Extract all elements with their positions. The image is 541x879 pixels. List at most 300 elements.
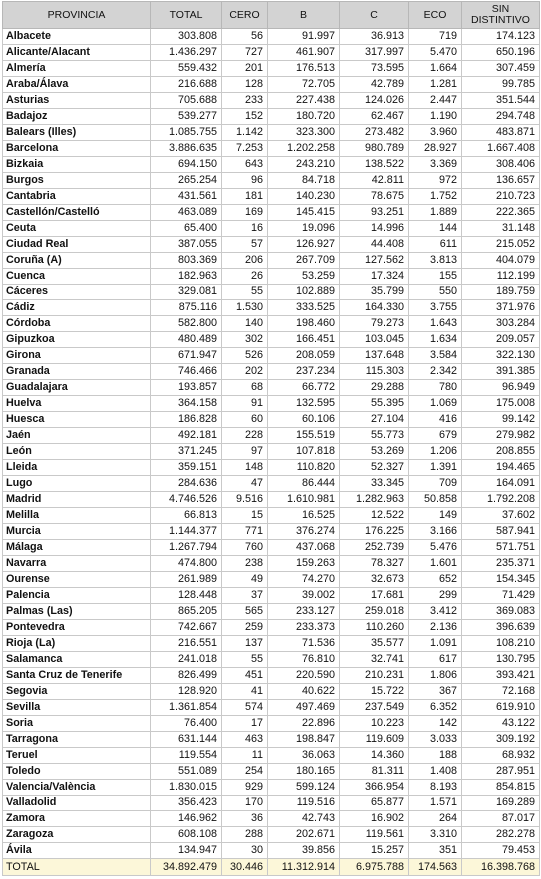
cell-c: 273.482 xyxy=(340,124,409,140)
cell-eco: 550 xyxy=(409,284,462,300)
cell-total: 128.448 xyxy=(151,587,222,603)
cell-c: 259.018 xyxy=(340,603,409,619)
cell-cero: 238 xyxy=(222,555,268,571)
cell-cero: 9.516 xyxy=(222,492,268,508)
cell-c: 164.330 xyxy=(340,300,409,316)
cell-c: 36.913 xyxy=(340,29,409,45)
table-row xyxy=(3,92,540,108)
cell-total: 1.267.794 xyxy=(151,540,222,556)
cell-cero: 55 xyxy=(222,651,268,667)
cell-b: 19.096 xyxy=(268,220,340,236)
cell-c: 138.522 xyxy=(340,156,409,172)
table-row xyxy=(3,220,540,236)
cell-sin-distintivo: 31.148 xyxy=(462,220,540,236)
cell-total: 4.746.526 xyxy=(151,492,222,508)
cell-sin-distintivo: 351.544 xyxy=(462,92,540,108)
cell-sin-distintivo: 393.421 xyxy=(462,667,540,683)
table-row xyxy=(3,763,540,779)
cell-eco: 1.206 xyxy=(409,444,462,460)
table-row xyxy=(3,619,540,635)
cell-provincia: Sevilla xyxy=(3,699,151,715)
cell-eco: 264 xyxy=(409,811,462,827)
table-row xyxy=(3,779,540,795)
cell-provincia: Araba/Álava xyxy=(3,76,151,92)
cell-b: 1.202.258 xyxy=(268,140,340,156)
cell-cero: 463 xyxy=(222,731,268,747)
header-sin-distintivo: SIN DISTINTIVO xyxy=(462,2,540,29)
cell-b: 102.889 xyxy=(268,284,340,300)
cell-b: 126.927 xyxy=(268,236,340,252)
cell-provincia: Ciudad Real xyxy=(3,236,151,252)
cell-sin-distintivo: 222.365 xyxy=(462,204,540,220)
table-row xyxy=(3,524,540,540)
cell-cero: 49 xyxy=(222,571,268,587)
cell-eco: 5.470 xyxy=(409,44,462,60)
cell-provincia: Castellón/Castelló xyxy=(3,204,151,220)
cell-total: 671.947 xyxy=(151,348,222,364)
cell-total: 284.636 xyxy=(151,476,222,492)
cell-total: 431.561 xyxy=(151,188,222,204)
table-row xyxy=(3,715,540,731)
cell-total: 492.181 xyxy=(151,428,222,444)
cell-eco: 611 xyxy=(409,236,462,252)
table-row xyxy=(3,380,540,396)
cell-b: 40.622 xyxy=(268,683,340,699)
table-row xyxy=(3,795,540,811)
cell-eco: 1.069 xyxy=(409,396,462,412)
table-row xyxy=(3,508,540,524)
cell-provincia: Granada xyxy=(3,364,151,380)
cell-provincia: Toledo xyxy=(3,763,151,779)
cell-total: 193.857 xyxy=(151,380,222,396)
cell-cero: 26 xyxy=(222,268,268,284)
total-row xyxy=(3,859,540,876)
cell-c: 210.231 xyxy=(340,667,409,683)
cell-cero: 451 xyxy=(222,667,268,683)
cell-sin-distintivo: 99.785 xyxy=(462,76,540,92)
cell-total: 119.554 xyxy=(151,747,222,763)
cell-sin-distintivo: 96.949 xyxy=(462,380,540,396)
table-row xyxy=(3,603,540,619)
cell-c: 35.577 xyxy=(340,635,409,651)
cell-provincia: Santa Cruz de Tenerife xyxy=(3,667,151,683)
total-sin-distintivo: 16.398.768 xyxy=(462,859,540,876)
table-row xyxy=(3,29,540,45)
cell-total: 66.813 xyxy=(151,508,222,524)
cell-sin-distintivo: 483.871 xyxy=(462,124,540,140)
cell-c: 15.257 xyxy=(340,843,409,859)
cell-eco: 155 xyxy=(409,268,462,284)
cell-c: 980.789 xyxy=(340,140,409,156)
cell-eco: 8.193 xyxy=(409,779,462,795)
cell-total: 1.085.755 xyxy=(151,124,222,140)
cell-c: 1.282.963 xyxy=(340,492,409,508)
cell-sin-distintivo: 235.371 xyxy=(462,555,540,571)
cell-provincia: Jaén xyxy=(3,428,151,444)
cell-cero: 1.530 xyxy=(222,300,268,316)
table-row xyxy=(3,827,540,843)
cell-eco: 144 xyxy=(409,220,462,236)
cell-sin-distintivo: 164.091 xyxy=(462,476,540,492)
cell-sin-distintivo: 854.815 xyxy=(462,779,540,795)
cell-total: 463.089 xyxy=(151,204,222,220)
table-row xyxy=(3,44,540,60)
cell-c: 12.522 xyxy=(340,508,409,524)
cell-provincia: Albacete xyxy=(3,29,151,45)
cell-c: 42.811 xyxy=(340,172,409,188)
cell-cero: 574 xyxy=(222,699,268,715)
cell-provincia: Segovia xyxy=(3,683,151,699)
cell-eco: 2.136 xyxy=(409,619,462,635)
cell-sin-distintivo: 87.017 xyxy=(462,811,540,827)
cell-eco: 1.391 xyxy=(409,460,462,476)
cell-provincia: Barcelona xyxy=(3,140,151,156)
cell-c: 15.722 xyxy=(340,683,409,699)
cell-c: 55.773 xyxy=(340,428,409,444)
cell-b: 202.671 xyxy=(268,827,340,843)
cell-sin-distintivo: 287.951 xyxy=(462,763,540,779)
cell-cero: 41 xyxy=(222,683,268,699)
cell-provincia: Murcia xyxy=(3,524,151,540)
cell-b: 140.230 xyxy=(268,188,340,204)
cell-provincia: Coruña (A) xyxy=(3,252,151,268)
cell-sin-distintivo: 587.941 xyxy=(462,524,540,540)
cell-eco: 1.408 xyxy=(409,763,462,779)
cell-c: 14.996 xyxy=(340,220,409,236)
cell-b: 22.896 xyxy=(268,715,340,731)
cell-provincia: Cantabria xyxy=(3,188,151,204)
cell-eco: 2.342 xyxy=(409,364,462,380)
cell-eco: 28.927 xyxy=(409,140,462,156)
header-b: B xyxy=(268,2,340,29)
cell-b: 376.274 xyxy=(268,524,340,540)
cell-provincia: Balears (Illes) xyxy=(3,124,151,140)
cell-cero: 760 xyxy=(222,540,268,556)
cell-b: 76.810 xyxy=(268,651,340,667)
cell-total: 65.400 xyxy=(151,220,222,236)
cell-provincia: Girona xyxy=(3,348,151,364)
cell-sin-distintivo: 174.123 xyxy=(462,29,540,45)
table-row xyxy=(3,555,540,571)
cell-sin-distintivo: 208.855 xyxy=(462,444,540,460)
cell-b: 60.106 xyxy=(268,412,340,428)
cell-eco: 719 xyxy=(409,29,462,45)
cell-provincia: Cádiz xyxy=(3,300,151,316)
cell-b: 267.709 xyxy=(268,252,340,268)
cell-cero: 643 xyxy=(222,156,268,172)
cell-b: 155.519 xyxy=(268,428,340,444)
cell-sin-distintivo: 215.052 xyxy=(462,236,540,252)
cell-c: 32.741 xyxy=(340,651,409,667)
cell-total: 875.116 xyxy=(151,300,222,316)
cell-sin-distintivo: 112.199 xyxy=(462,268,540,284)
cell-eco: 3.166 xyxy=(409,524,462,540)
table-row xyxy=(3,460,540,476)
table-row xyxy=(3,60,540,76)
cell-c: 32.673 xyxy=(340,571,409,587)
cell-total: 551.089 xyxy=(151,763,222,779)
cell-b: 198.460 xyxy=(268,316,340,332)
cell-b: 220.590 xyxy=(268,667,340,683)
cell-c: 78.675 xyxy=(340,188,409,204)
table-row xyxy=(3,651,540,667)
cell-total: 1.830.015 xyxy=(151,779,222,795)
cell-c: 79.273 xyxy=(340,316,409,332)
cell-b: 72.705 xyxy=(268,76,340,92)
cell-eco: 188 xyxy=(409,747,462,763)
cell-c: 14.360 xyxy=(340,747,409,763)
cell-total: 865.205 xyxy=(151,603,222,619)
cell-eco: 3.755 xyxy=(409,300,462,316)
header-eco: ECO xyxy=(409,2,462,29)
cell-sin-distintivo: 154.345 xyxy=(462,571,540,587)
cell-total: 746.466 xyxy=(151,364,222,380)
header-cero: CERO xyxy=(222,2,268,29)
cell-total: 559.432 xyxy=(151,60,222,76)
cell-c: 27.104 xyxy=(340,412,409,428)
cell-total: 387.055 xyxy=(151,236,222,252)
cell-c: 78.327 xyxy=(340,555,409,571)
cell-cero: 11 xyxy=(222,747,268,763)
table-row xyxy=(3,364,540,380)
cell-cero: 1.142 xyxy=(222,124,268,140)
cell-provincia: Cáceres xyxy=(3,284,151,300)
cell-eco: 367 xyxy=(409,683,462,699)
cell-b: 461.907 xyxy=(268,44,340,60)
cell-cero: 91 xyxy=(222,396,268,412)
table-row xyxy=(3,699,540,715)
cell-total: 364.158 xyxy=(151,396,222,412)
cell-provincia: Rioja (La) xyxy=(3,635,151,651)
cell-provincia: Teruel xyxy=(3,747,151,763)
total-b: 11.312.914 xyxy=(268,859,340,876)
cell-eco: 3.310 xyxy=(409,827,462,843)
table-row xyxy=(3,811,540,827)
cell-b: 437.068 xyxy=(268,540,340,556)
cell-sin-distintivo: 309.192 xyxy=(462,731,540,747)
cell-cero: 152 xyxy=(222,108,268,124)
cell-cero: 47 xyxy=(222,476,268,492)
table-row xyxy=(3,108,540,124)
cell-total: 128.920 xyxy=(151,683,222,699)
cell-provincia: Córdoba xyxy=(3,316,151,332)
cell-provincia: Guadalajara xyxy=(3,380,151,396)
cell-c: 44.408 xyxy=(340,236,409,252)
cell-provincia: Zamora xyxy=(3,811,151,827)
cell-c: 62.467 xyxy=(340,108,409,124)
cell-total: 480.489 xyxy=(151,332,222,348)
cell-cero: 60 xyxy=(222,412,268,428)
cell-total: 186.828 xyxy=(151,412,222,428)
cell-cero: 181 xyxy=(222,188,268,204)
cell-sin-distintivo: 391.385 xyxy=(462,364,540,380)
table-footer xyxy=(3,859,540,876)
table-header xyxy=(3,2,540,29)
cell-sin-distintivo: 108.210 xyxy=(462,635,540,651)
cell-b: 180.720 xyxy=(268,108,340,124)
cell-total: 261.989 xyxy=(151,571,222,587)
cell-provincia: León xyxy=(3,444,151,460)
cell-eco: 1.664 xyxy=(409,60,462,76)
cell-cero: 228 xyxy=(222,428,268,444)
cell-provincia: Lugo xyxy=(3,476,151,492)
cell-c: 35.799 xyxy=(340,284,409,300)
cell-cero: 7.253 xyxy=(222,140,268,156)
cell-eco: 1.643 xyxy=(409,316,462,332)
cell-b: 180.165 xyxy=(268,763,340,779)
cell-total: 134.947 xyxy=(151,843,222,859)
table-row xyxy=(3,444,540,460)
cell-eco: 3.960 xyxy=(409,124,462,140)
cell-sin-distintivo: 37.602 xyxy=(462,508,540,524)
cell-sin-distintivo: 571.751 xyxy=(462,540,540,556)
cell-c: 81.311 xyxy=(340,763,409,779)
cell-b: 198.847 xyxy=(268,731,340,747)
cell-cero: 137 xyxy=(222,635,268,651)
cell-cero: 727 xyxy=(222,44,268,60)
cell-cero: 771 xyxy=(222,524,268,540)
cell-total: 356.423 xyxy=(151,795,222,811)
cell-cero: 36 xyxy=(222,811,268,827)
cell-eco: 3.813 xyxy=(409,252,462,268)
cell-total: 539.277 xyxy=(151,108,222,124)
cell-sin-distintivo: 619.910 xyxy=(462,699,540,715)
cell-sin-distintivo: 308.406 xyxy=(462,156,540,172)
cell-eco: 416 xyxy=(409,412,462,428)
table-row xyxy=(3,188,540,204)
cell-c: 42.789 xyxy=(340,76,409,92)
cell-c: 10.223 xyxy=(340,715,409,731)
cell-provincia: Gipuzkoa xyxy=(3,332,151,348)
cell-provincia: Tarragona xyxy=(3,731,151,747)
cell-c: 16.902 xyxy=(340,811,409,827)
cell-sin-distintivo: 43.122 xyxy=(462,715,540,731)
cell-c: 119.609 xyxy=(340,731,409,747)
cell-b: 66.772 xyxy=(268,380,340,396)
cell-eco: 3.584 xyxy=(409,348,462,364)
cell-c: 29.288 xyxy=(340,380,409,396)
cell-c: 110.260 xyxy=(340,619,409,635)
cell-b: 243.210 xyxy=(268,156,340,172)
cell-eco: 1.091 xyxy=(409,635,462,651)
cell-cero: 201 xyxy=(222,60,268,76)
cell-sin-distintivo: 99.142 xyxy=(462,412,540,428)
cell-c: 237.549 xyxy=(340,699,409,715)
cell-sin-distintivo: 303.284 xyxy=(462,316,540,332)
cell-b: 42.743 xyxy=(268,811,340,827)
cell-b: 333.525 xyxy=(268,300,340,316)
cell-provincia: Huesca xyxy=(3,412,151,428)
total-label: TOTAL xyxy=(3,859,151,876)
cell-cero: 97 xyxy=(222,444,268,460)
cell-cero: 17 xyxy=(222,715,268,731)
cell-b: 16.525 xyxy=(268,508,340,524)
cell-eco: 780 xyxy=(409,380,462,396)
cell-c: 33.345 xyxy=(340,476,409,492)
cell-b: 159.263 xyxy=(268,555,340,571)
table-row xyxy=(3,332,540,348)
total-cero: 30.446 xyxy=(222,859,268,876)
cell-cero: 259 xyxy=(222,619,268,635)
cell-provincia: Zaragoza xyxy=(3,827,151,843)
cell-total: 1.436.297 xyxy=(151,44,222,60)
cell-cero: 565 xyxy=(222,603,268,619)
cell-total: 216.688 xyxy=(151,76,222,92)
cell-provincia: Almería xyxy=(3,60,151,76)
cell-total: 359.151 xyxy=(151,460,222,476)
cell-provincia: Valencia/València xyxy=(3,779,151,795)
cell-total: 371.245 xyxy=(151,444,222,460)
cell-b: 53.259 xyxy=(268,268,340,284)
cell-sin-distintivo: 72.168 xyxy=(462,683,540,699)
cell-eco: 142 xyxy=(409,715,462,731)
cell-c: 124.026 xyxy=(340,92,409,108)
cell-sin-distintivo: 369.083 xyxy=(462,603,540,619)
cell-cero: 288 xyxy=(222,827,268,843)
cell-total: 705.688 xyxy=(151,92,222,108)
table-row xyxy=(3,204,540,220)
cell-b: 497.469 xyxy=(268,699,340,715)
cell-provincia: Soria xyxy=(3,715,151,731)
cell-c: 317.997 xyxy=(340,44,409,60)
table-row xyxy=(3,396,540,412)
cell-total: 3.886.635 xyxy=(151,140,222,156)
cell-eco: 1.281 xyxy=(409,76,462,92)
cell-cero: 96 xyxy=(222,172,268,188)
cell-b: 323.300 xyxy=(268,124,340,140)
cell-eco: 1.889 xyxy=(409,204,462,220)
cell-sin-distintivo: 282.278 xyxy=(462,827,540,843)
cell-cero: 56 xyxy=(222,29,268,45)
cell-eco: 617 xyxy=(409,651,462,667)
cell-b: 233.127 xyxy=(268,603,340,619)
table-row xyxy=(3,172,540,188)
cell-eco: 972 xyxy=(409,172,462,188)
table-row xyxy=(3,316,540,332)
cell-eco: 679 xyxy=(409,428,462,444)
table-row xyxy=(3,236,540,252)
table-row xyxy=(3,476,540,492)
cell-total: 631.144 xyxy=(151,731,222,747)
table-row xyxy=(3,76,540,92)
cell-b: 39.002 xyxy=(268,587,340,603)
cell-cero: 169 xyxy=(222,204,268,220)
cell-eco: 1.571 xyxy=(409,795,462,811)
cell-total: 182.963 xyxy=(151,268,222,284)
cell-c: 176.225 xyxy=(340,524,409,540)
cell-cero: 16 xyxy=(222,220,268,236)
cell-eco: 299 xyxy=(409,587,462,603)
cell-provincia: Pontevedra xyxy=(3,619,151,635)
cell-provincia: Alicante/Alacant xyxy=(3,44,151,60)
table-row xyxy=(3,140,540,156)
table-row xyxy=(3,348,540,364)
cell-total: 1.361.854 xyxy=(151,699,222,715)
cell-b: 91.997 xyxy=(268,29,340,45)
table-row xyxy=(3,268,540,284)
cell-sin-distintivo: 136.657 xyxy=(462,172,540,188)
cell-b: 36.063 xyxy=(268,747,340,763)
table-row xyxy=(3,540,540,556)
cell-total: 241.018 xyxy=(151,651,222,667)
cell-cero: 302 xyxy=(222,332,268,348)
cell-provincia: Melilla xyxy=(3,508,151,524)
cell-b: 1.610.981 xyxy=(268,492,340,508)
cell-b: 110.820 xyxy=(268,460,340,476)
cell-b: 132.595 xyxy=(268,396,340,412)
cell-cero: 68 xyxy=(222,380,268,396)
cell-eco: 3.033 xyxy=(409,731,462,747)
